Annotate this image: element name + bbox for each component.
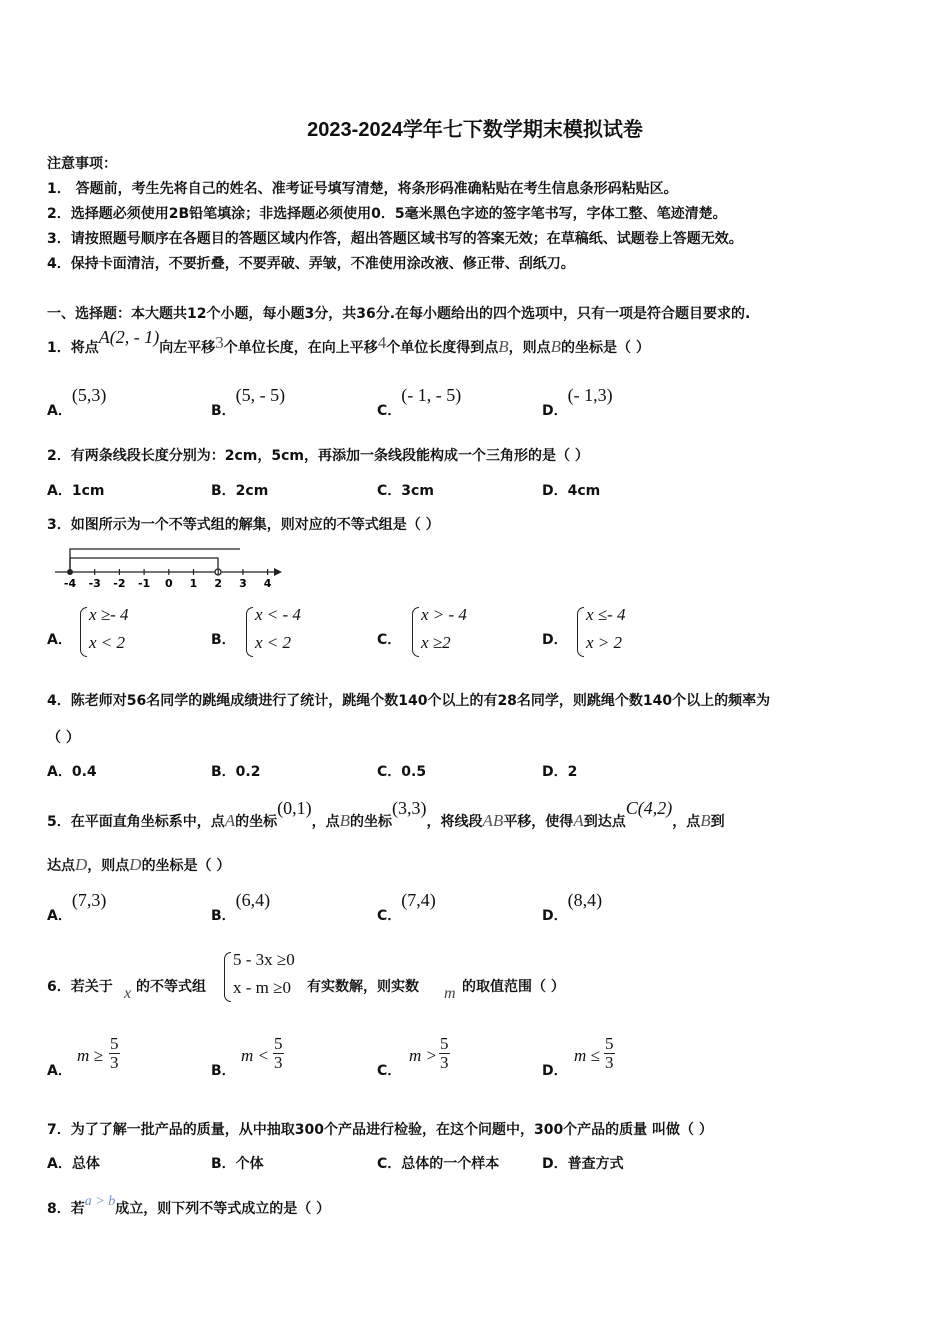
q1-text: ，则点 [508, 340, 551, 356]
notice-item: 4．保持卡面清洁，不要折叠，不要弄破、弄皱，不准使用涂改液、修正带、刮纸刀。 [47, 256, 575, 272]
q2-option-a[interactable]: A．1cm [47, 483, 105, 499]
q2-option-b[interactable]: B．2cm [211, 483, 269, 499]
q5-option-c[interactable]: C．(7,4) [377, 890, 436, 924]
q5-option-a[interactable]: A．(7,3) [47, 890, 107, 924]
section-heading: 一、选择题：本大题共12个小题，每小题3分，共36分.在每小题给出的四个选项中，只有一项是符合题目要求的. [47, 306, 751, 322]
q6-var-m: m [444, 985, 456, 1002]
question-5-cont: 达点 D ，则点 D 的坐标是（ ） [47, 855, 231, 874]
axis-tick-label: 4 [263, 577, 272, 590]
q6-ineq-2: x - m ≥0 [233, 978, 291, 997]
q6-text: 的不等式组 [136, 979, 206, 995]
q4-option-b[interactable]: B．0.2 [211, 764, 261, 780]
q1-text: 1．将点 [47, 340, 99, 356]
axis-tick-label: 2 [214, 577, 223, 590]
axis-tick-label: -1 [137, 577, 151, 590]
q7-option-b[interactable]: B．个体 [211, 1156, 264, 1172]
q1-text: 个单位长度得到点 [386, 340, 499, 356]
q4-option-c[interactable]: C．0.5 [377, 764, 427, 780]
question-2: 2．有两条线段长度分别为：2cm，5cm，再添加一条线段能构成一个三角形的是（ ） [47, 448, 589, 464]
q7-option-d[interactable]: D．普查方式 [542, 1156, 624, 1172]
axis-tick-label: 1 [189, 577, 198, 590]
q6-text: 的取值范围（ ） [462, 979, 565, 995]
page-title: 2023-2024学年七下数学期末模拟试卷 [307, 119, 643, 141]
q1-text: 的坐标是（ ） [561, 340, 650, 356]
question-4: 4．陈老师对56名同学的跳绳成绩进行了统计，跳绳个数140个以上的有28名同学，则跳绳个数140个以上的频率为 [47, 693, 771, 709]
question-8: 8．若 a > b 成立，则下列不等式成立的是（ ） [47, 1194, 331, 1217]
q6-ineq-1: 5 - 3x ≥0 [233, 950, 295, 969]
q1-num: 4 [377, 333, 387, 352]
q2-option-c[interactable]: C．3cm [377, 483, 434, 499]
q1-point-a: A(2, - 1) [98, 326, 160, 347]
q6-text: 有实数解，则实数 [307, 979, 419, 995]
axis-tick-label: -3 [88, 577, 101, 590]
q5-option-d[interactable]: D．(8,4) [542, 890, 603, 924]
q1-option-b[interactable]: B．(5, - 5) [211, 385, 286, 419]
question-1 [47, 326, 650, 364]
question-4-paren: （ ） [47, 730, 80, 746]
number-line-figure [50, 542, 290, 590]
notice-item: 3．请按照题号顺序在各题目的答题区域内作答，超出答题区域书写的答案无效；在草稿纸、试题卷上答题无效。 [47, 231, 743, 247]
q5-option-b[interactable]: B．(6,4) [211, 890, 271, 924]
question-7: 7．为了了解一批产品的质量，从中抽取300个产品进行检验，在这个问题中，300个产品的质量 叫做（ ） [47, 1122, 713, 1138]
q1-text: 向左平移 [159, 340, 216, 356]
notice-item: 1． 答题前，考生先将自己的姓名、准考证号填写清楚，将条形码准确粘贴在考生信息条形码粘贴区。 [47, 181, 678, 197]
q1-option-d[interactable]: D．(- 1,3) [542, 385, 613, 419]
q7-option-c[interactable]: C．总体的一个样本 [377, 1156, 500, 1172]
axis-tick-label: -4 [63, 577, 77, 590]
question-5: 5．在平面直角坐标系中，点 A 的坐标 (0,1) ，点 B 的坐标 (3,3) ，将线段 AB 平移，使得 A 到达点 C(4,2) ，点 B 到 [47, 798, 725, 830]
axis-tick-label: 0 [164, 577, 173, 590]
question-3: 3．如图所示为一个不等式组的解集，则对应的不等式组是（ ） [47, 517, 440, 533]
notice-heading: 注意事项： [47, 156, 117, 172]
q6-var-x: x [124, 985, 132, 1002]
q6-brace [224, 952, 231, 1002]
q7-option-a[interactable]: A．总体 [47, 1156, 100, 1172]
q1-option-c[interactable]: C．(- 1, - 5) [377, 385, 462, 419]
q2-option-d[interactable]: D．4cm [542, 483, 601, 499]
q1-text: 个单位长度，在向上平移 [223, 340, 378, 356]
q1-num: 3 [215, 333, 224, 352]
axis-tick-label: -2 [113, 577, 126, 590]
q1-var: B [498, 337, 509, 356]
q6-text: 6．若关于 [47, 979, 113, 995]
q4-option-d[interactable]: D．2 [542, 764, 578, 780]
q4-option-a[interactable]: A．0.4 [47, 764, 97, 780]
q1-var: B [550, 337, 562, 356]
bracket-line-upper [70, 549, 240, 572]
axis-arrow-icon [274, 568, 282, 576]
notice-item: 2．选择题必须使用2B铅笔填涂；非选择题必须使用0．5毫米黑色字迹的签字笔书写，字体工整、笔迹清楚。 [47, 206, 727, 222]
q1-option-a[interactable]: A．(5,3) [47, 385, 107, 419]
axis-tick-label: 3 [239, 577, 247, 590]
